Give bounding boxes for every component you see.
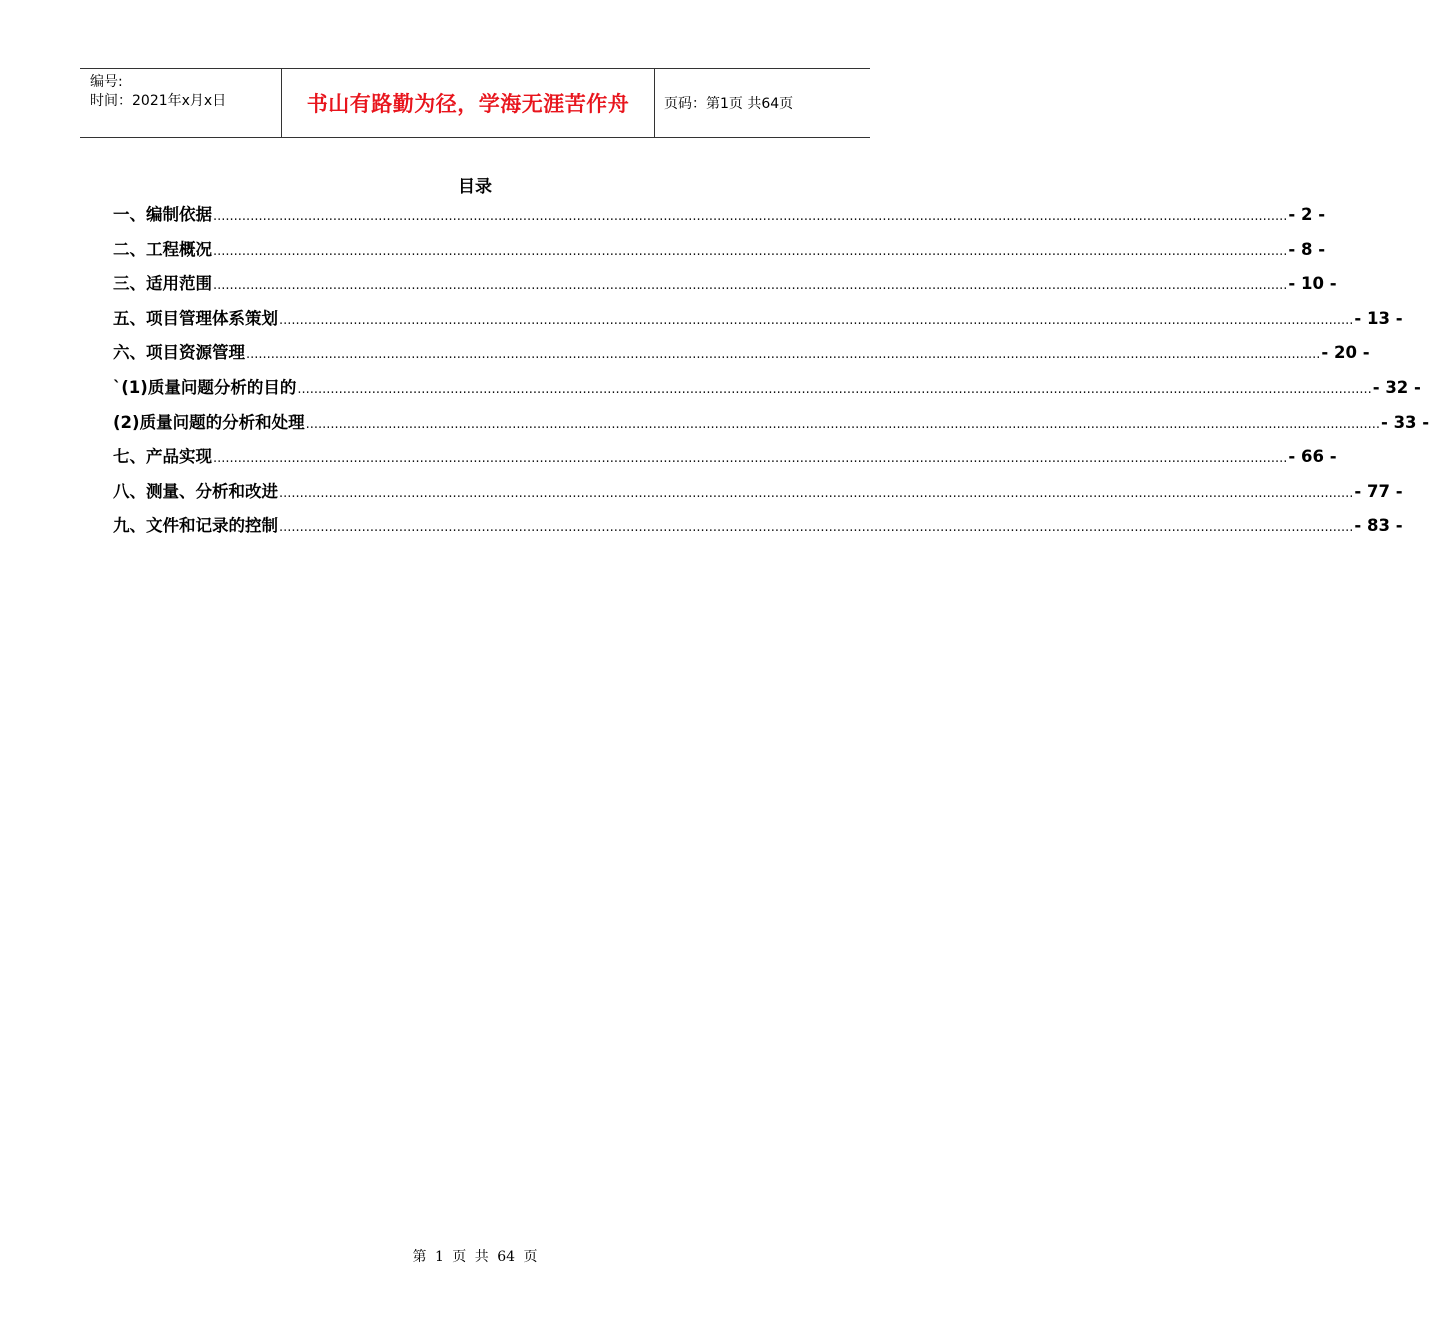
toc-entry-text: (2)质量问题的分析和处理	[113, 412, 305, 432]
document-number-label: 编号:	[90, 74, 123, 90]
toc-leader-dots: ....................................................................................................................................................................................................................................................................	[279, 312, 1354, 328]
toc-entry[interactable]	[113, 340, 1370, 375]
toc-entry-text: 一、编制依据	[113, 205, 212, 224]
header-page-info: 页码：第1页 共64页	[664, 96, 794, 112]
toc-entry[interactable]	[113, 513, 1403, 548]
toc-title: 目录	[458, 177, 492, 197]
toc-leader-dots: ....................................................................................................................................................................................................................................................................	[246, 347, 1321, 363]
toc-entry-page: - 33 -	[1380, 412, 1429, 432]
toc-entry-page: - 10 -	[1288, 274, 1337, 294]
toc-entry-page: - 8 -	[1288, 239, 1326, 259]
toc-leader-dots: ....................................................................................................................................................................................................................................................................	[213, 278, 1288, 294]
toc-entry-text: 八、测量、分析和改进	[113, 481, 278, 501]
toc-leader-dots: ....................................................................................................................................................................................................................................................................	[213, 209, 1288, 224]
toc-entry[interactable]	[113, 306, 1403, 341]
toc-entry-text: 七、产品实现	[113, 447, 212, 467]
toc-entry-text: 六、项目资源管理	[113, 343, 245, 363]
header-meta-cell	[80, 69, 282, 137]
toc-entry-text: 二、工程概况	[113, 239, 212, 259]
toc-leader-dots: ....................................................................................................................................................................................................................................................................	[213, 451, 1288, 467]
toc-leader-dots: ....................................................................................................................................................................................................................................................................	[305, 416, 1380, 432]
toc-entry-text: `(1)质量问题分析的目的	[113, 377, 297, 397]
toc-entry[interactable]	[113, 271, 1337, 306]
toc-entry-page: - 77 -	[1354, 481, 1403, 501]
toc-leader-dots: ....................................................................................................................................................................................................................................................................	[297, 381, 1372, 397]
document-date-label: 时间：2021年x月x日	[90, 93, 227, 109]
toc-entry-page: - 13 -	[1354, 308, 1403, 328]
header-motto: 书山有路勤为径，学海无涯苦作舟	[306, 91, 630, 116]
toc-leader-dots: ....................................................................................................................................................................................................................................................................	[279, 520, 1354, 536]
toc-entry-page: - 2 -	[1288, 205, 1326, 224]
toc-entry-page: - 83 -	[1354, 516, 1403, 536]
header-page-cell	[655, 69, 870, 137]
page-footer: 第 1 页 共 64 页	[412, 1249, 538, 1265]
page-header	[80, 68, 870, 138]
toc-entry[interactable]	[113, 479, 1403, 514]
toc-entry[interactable]	[113, 444, 1337, 479]
toc-entry-text: 五、项目管理体系策划	[113, 308, 278, 328]
toc-leader-dots: ....................................................................................................................................................................................................................................................................	[279, 485, 1354, 501]
toc-entry[interactable]	[113, 410, 1429, 445]
toc-leader-dots: ....................................................................................................................................................................................................................................................................	[213, 243, 1288, 259]
toc-entry[interactable]	[113, 237, 1326, 272]
toc-entry[interactable]	[113, 202, 1326, 237]
toc-entry-text: 三、适用范围	[113, 274, 212, 294]
toc-entry-page: - 32 -	[1372, 377, 1421, 397]
toc-entry[interactable]	[113, 375, 1421, 410]
toc-entry-page: - 20 -	[1321, 343, 1370, 363]
toc-entry-text: 九、文件和记录的控制	[113, 516, 278, 536]
table-of-contents	[113, 202, 1429, 548]
toc-entry-page: - 66 -	[1288, 447, 1337, 467]
header-motto-cell	[282, 69, 655, 137]
